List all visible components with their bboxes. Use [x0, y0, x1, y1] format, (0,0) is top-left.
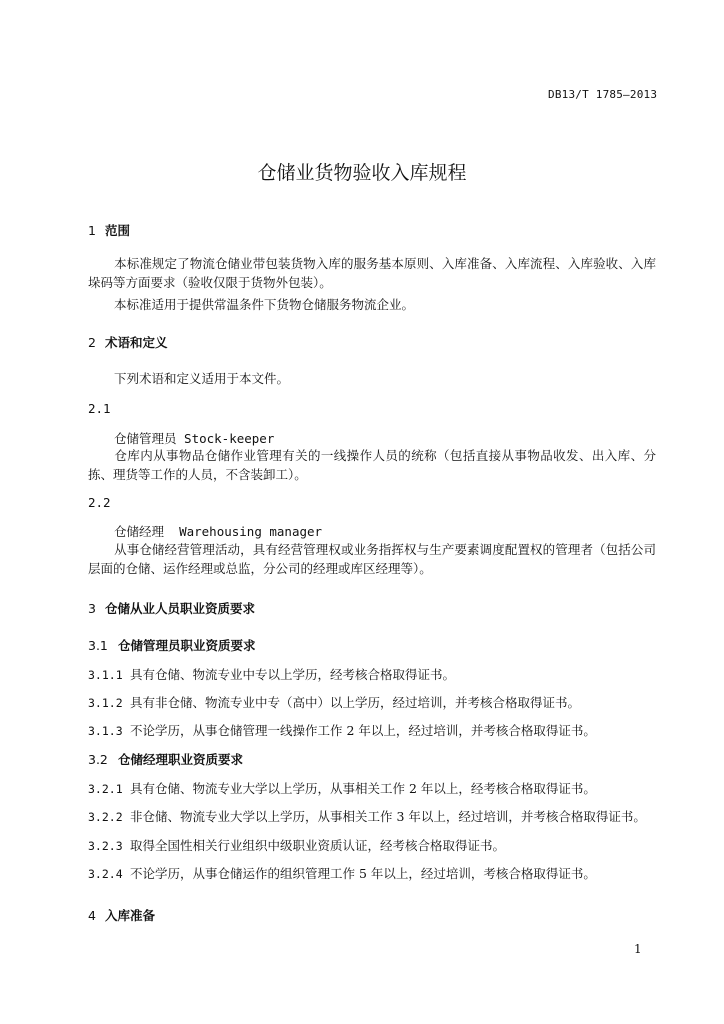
clause-number: 3.2.2 [88, 810, 123, 824]
paragraph-text: 本标准规定了物流仓储业带包装货物入库的服务基本原则、入库准备、入库流程、入库验收、入库垛码等方面要求（验收仅限于货物外包装）。 [88, 256, 656, 290]
clause-number: 3.1.3 [88, 724, 123, 738]
clause-item [88, 665, 455, 683]
clause-item [88, 721, 596, 739]
clause-item [88, 864, 596, 882]
section-heading-4 [88, 906, 155, 924]
clause-number: 3.1.1 [88, 668, 123, 682]
clause-number: 3.2.4 [88, 867, 123, 881]
clause-text: 具有仓储、物流专业大学以上学历，从事相关工作 2 年以上，经考核合格取得证书。 [130, 781, 596, 796]
clause-text: 不论学历，从事仓储管理一线操作工作 2 年以上，经过培训，并考核合格取得证书。 [130, 723, 596, 738]
paragraph-text: 仓库内从事物品仓储作业管理有关的一线操作人员的统称（包括直接从事物品收发、出入库、分拣、理货等工作的人员，不含装卸工）。 [88, 448, 656, 482]
term-number-2-2: 2.2 [88, 495, 111, 510]
document-title: 仓储业货物验收入库规程 [257, 162, 467, 184]
term-number-2-1: 2.1 [88, 401, 111, 416]
section-title: 仓储从业人员职业资质要求 [105, 601, 256, 616]
term-name-stock-keeper [114, 429, 274, 447]
clause-text: 具有仓储、物流专业中专以上学历，经考核合格取得证书。 [130, 667, 456, 682]
subsection-title: 仓储管理员职业资质要求 [118, 638, 256, 653]
term-name-warehousing-manager [114, 522, 322, 540]
section-title: 入库准备 [105, 908, 156, 923]
clause-item [88, 693, 580, 711]
paragraph-text: 从事仓储经营管理活动，具有经营管理权或业务指挥权与生产要素调度配置权的管理者（包括公司层面的仓储、运作经理或总监，分公司的经理或库区经理等）。 [88, 542, 656, 576]
section-heading-2 [88, 333, 168, 351]
subsection-number: 3.2 [88, 752, 108, 767]
subsection-heading-3-2 [88, 750, 243, 768]
term-name-en: Stock-keeper [184, 431, 275, 446]
clause-text: 非仓储、物流专业大学以上学历，从事相关工作 3 年以上，经过培训，并考核合格取得证书。 [130, 809, 646, 824]
clause-text: 具有非仓储、物流专业中专（高中）以上学历，经过培训，并考核合格取得证书。 [130, 695, 581, 710]
subsection-title: 仓储经理职业资质要求 [118, 752, 244, 767]
section-number: 2 [88, 335, 96, 350]
section-heading-1 [88, 221, 130, 239]
section-number: 3 [88, 601, 96, 616]
clause-item [88, 779, 596, 797]
section-heading-3 [88, 599, 255, 617]
section-title: 范围 [105, 223, 131, 238]
term-name-zh: 仓储经理 [114, 524, 165, 539]
paragraph-text: 下列术语和定义适用于本文件。 [114, 371, 290, 386]
term-definition-warehousing-manager [88, 540, 656, 578]
standard-number: DB13/T 1785—2013 [548, 88, 658, 101]
section-number: 1 [88, 223, 96, 238]
clause-text: 不论学历，从事仓储运作的组织管理工作 5 年以上，经过培训，考核合格取得证书。 [130, 866, 596, 881]
section-number: 4 [88, 908, 96, 923]
page-number: 1 [634, 942, 642, 956]
paragraph-terms-intro [88, 369, 656, 388]
paragraph-scope-1 [88, 254, 656, 292]
subsection-heading-3-1 [88, 636, 256, 654]
clause-number: 3.2.3 [88, 839, 123, 853]
clause-item [88, 807, 646, 825]
section-title: 术语和定义 [105, 335, 168, 350]
paragraph-text: 本标准适用于提供常温条件下货物仓储服务物流企业。 [114, 297, 415, 312]
clause-item [88, 836, 505, 854]
term-name-en: Warehousing manager [179, 524, 323, 539]
term-definition-stock-keeper [88, 446, 656, 484]
subsection-number: 3.1 [88, 638, 108, 653]
term-name-zh: 仓储管理员 [114, 431, 177, 446]
clause-text: 取得全国性相关行业组织中级职业资质认证，经考核合格取得证书。 [130, 838, 506, 853]
paragraph-scope-2 [88, 295, 656, 314]
clause-number: 3.1.2 [88, 696, 123, 710]
clause-number: 3.2.1 [88, 782, 123, 796]
